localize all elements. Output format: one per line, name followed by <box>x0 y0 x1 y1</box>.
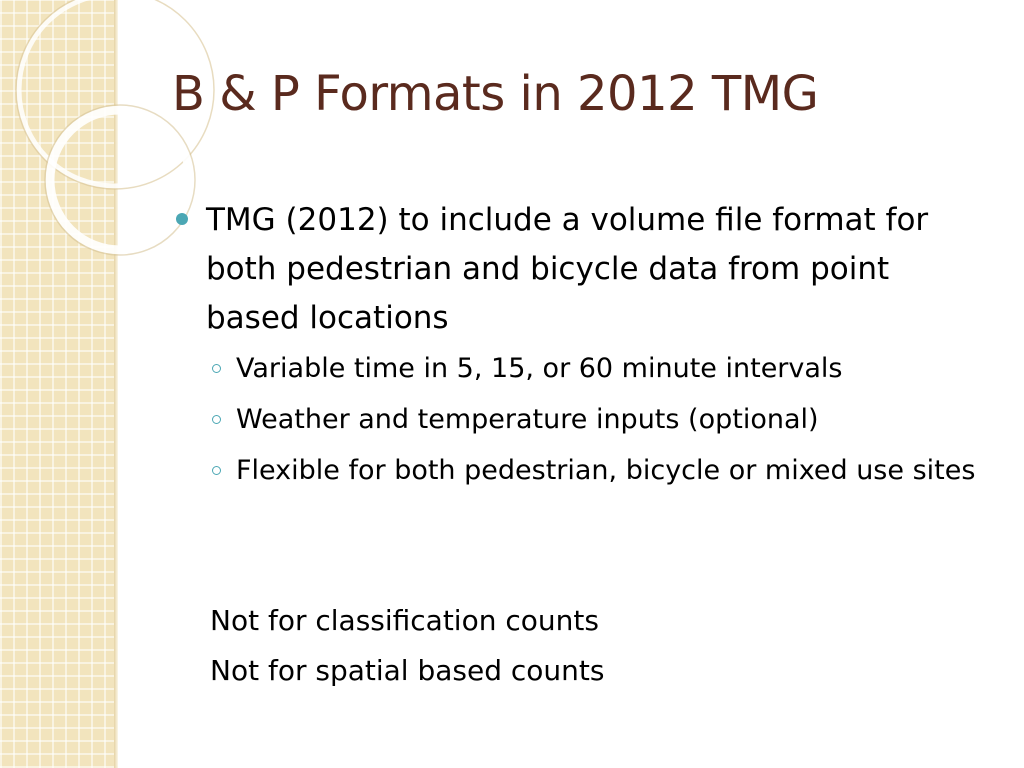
slide-notes <box>210 596 604 696</box>
note-classification: Not for classification counts <box>210 604 599 637</box>
sub-bullet-circle-icon <box>212 415 221 424</box>
sub-bullet-circle-icon <box>212 364 221 373</box>
sub-bullet-list <box>172 347 982 492</box>
sub-bullet-flexible <box>210 449 976 492</box>
sub-bullet-text: Weather and temperature inputs (optional) <box>236 404 819 435</box>
slide-title: B & P Formats in 2012 TMG <box>172 66 819 122</box>
sub-bullet-text: Flexible for both pedestrian, bicycle or mixed use sites <box>236 455 976 486</box>
bullet-main-text: TMG (2012) to include a volume file format for both pedestrian and bicycle data from point based locations <box>206 202 929 336</box>
sub-bullet-weather <box>210 398 976 441</box>
decorative-rings <box>0 0 200 260</box>
ring-small <box>50 110 190 250</box>
sub-bullet-circle-icon <box>212 466 221 475</box>
note-spatial: Not for spatial based counts <box>210 654 605 687</box>
sub-bullet-time <box>210 347 976 390</box>
bullet-main <box>172 196 982 343</box>
bullet-dot-icon <box>176 213 188 225</box>
slide-content <box>172 196 982 500</box>
sub-bullet-text: Variable time in 5, 15, or 60 minute intervals <box>236 353 843 384</box>
